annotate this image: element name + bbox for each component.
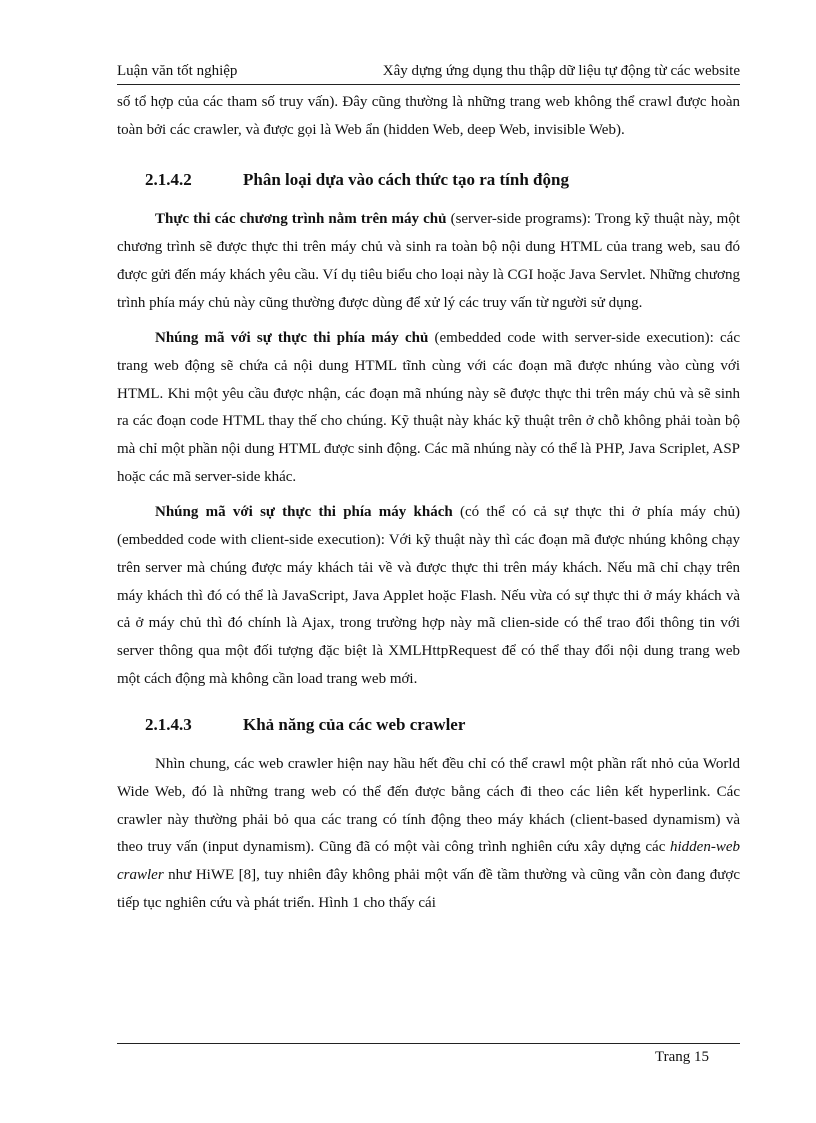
- header-left-title: Luận văn tốt nghiệp: [117, 63, 238, 79]
- page-header: [117, 58, 740, 80]
- section-title: Phân loại dựa vào cách thức tạo ra tính động: [243, 170, 569, 190]
- paragraph-crawler-capability: [117, 751, 740, 917]
- paragraph-text: (embedded code with server-side execution): các trang web động sẽ chứa cả nội dung HTML tĩnh cùng với các đoạn mã được nhúng vào cùng với HTML. Khi một yêu cầu được nhận, các đoạn mã nhúng này sẽ được thực thi trên máy chủ và sẽ sinh ra các đoạn code HTML thay thế cho chúng. Kỹ thuật này khác kỹ thuật trên ở chỗ không phải toàn bộ mà chỉ một phần nội dung HTML được sinh động. Các mã nhúng này có thể là PHP, Java Scriplet, ASP hoặc các mã server-side khác.: [117, 330, 740, 485]
- paragraph-server-side-embedded: [117, 325, 740, 491]
- paragraph-text: Nhìn chung, các web crawler hiện nay hầu hết đều chỉ có thể crawl một phần rất nhỏ của World Wide Web, đó là những trang web có thể đến được bằng cách đi theo các liên kết hyperlink. Các crawler này thường phải bỏ qua các trang có tính động theo máy khách (client-based dynamism) và theo truy vấn (input dynamism). Cũng đã có một vài công trình nghiên cứu xây dựng các: [117, 756, 740, 856]
- section-number: 2.1.4.3: [145, 715, 192, 735]
- paragraph-text: như HiWE [8], tuy nhiên đây không phải một vấn đề tầm thường và cũng vẫn còn đang được tiếp tục nghiên cứu và phát triển. Hình 1 cho thấy cái: [117, 867, 740, 911]
- term-bold: Nhúng mã với sự thực thi phía máy chủ: [155, 330, 429, 347]
- section-title: Khả năng của các web crawler: [243, 715, 466, 735]
- paragraph-client-side-embedded: [117, 499, 740, 693]
- section-number: 2.1.4.2: [145, 170, 192, 190]
- intro-paragraph: số tổ hợp của các tham số truy vấn). Đây cũng thường là những trang web không thể crawl được hoàn toàn bởi các crawler, và được gọi là Web ẩn (hidden Web, deep Web, invisible Web).: [117, 94, 740, 138]
- term-bold: Thực thi các chương trình nằm trên máy chủ: [155, 211, 447, 228]
- section-heading-2-1-4-2: [117, 168, 740, 192]
- paragraph-text: (có thể có cả sự thực thi ở phía máy chủ) (embedded code with client-side execution): Với kỹ thuật này thì các đoạn mã được nhúng không chạy trên server mà chúng được máy khách tải về và được thực thi trên máy khách. Nếu mã chỉ chạy trên máy khách thì đó có thể là JavaScript, Java Applet hoặc Flash. Nếu vừa có sự thực thi ở máy khách và cả ở máy chủ thì đó chính là Ajax, trong trường hợp này mã clien-side có thể trao đổi thông tin với server thông qua một đối tượng đặc biệt là XMLHttpRequest để có thể thay đổi nội dung trang web một cách động mà không cần load trang web mới.: [117, 504, 740, 687]
- paragraph-text: (server-side programs): Trong kỹ thuật này, một chương trình sẽ được thực thi trên máy chủ và sinh ra toàn bộ nội dung HTML của trang web, sau đó được gửi đến máy khách yêu cầu. Ví dụ tiêu biểu cho loại này là CGI hoặc Java Servlet. Những chương trình phía máy chủ này cũng thường được dùng để xử lý các truy vấn từ người sử dụng.: [117, 211, 740, 311]
- header-divider: [117, 84, 740, 85]
- page-number: Trang 15: [655, 1049, 710, 1065]
- header-right-title: Xây dựng ứng dụng thu thập dữ liệu tự động từ các website: [382, 63, 740, 79]
- term-italic: hidden-web crawler: [117, 839, 740, 884]
- page-body: [117, 89, 740, 918]
- term-bold: Nhúng mã với sự thực thi phía máy khách: [155, 504, 453, 521]
- section-heading-2-1-4-3: [117, 713, 740, 737]
- footer-divider: [117, 1043, 740, 1044]
- paragraph-server-side-programs: [117, 206, 740, 317]
